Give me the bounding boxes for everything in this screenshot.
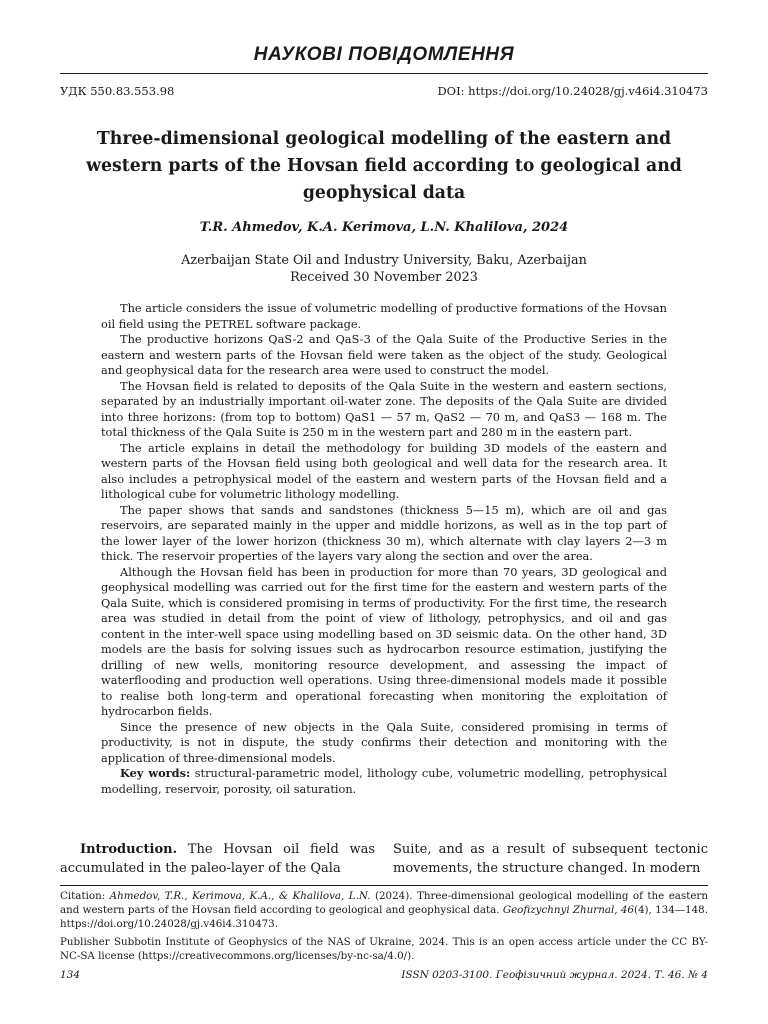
abstract-paragraph: The Hovsan field is related to deposits of the Qala Suite in the western and eastern sections, separated by an industrially important oil-water zone. The deposits of the Qala Suite are divided into three horizons: (from top to bottom) QaS1 — 57 m, QaS2 — 70 m, and QaS3 — 168 m. The total thickness of the Qala Suite is 250 m in the western part and 280 m in the eastern part. [101, 378, 667, 439]
header-rule [60, 73, 708, 74]
journal-issue: ISSN 0203-3100. Геофізичний журнал. 2024. Т. 46. № 4 [401, 969, 708, 981]
doi-link[interactable]: DOI: https://doi.org/10.24028/gj.v46i4.310473 [437, 84, 708, 98]
intro-heading: Introduction. [80, 842, 178, 857]
citation-details: (2024). Three-dimensional geological modelling of the eastern and western parts of the Hovsan field according to geological and geophysical data. [60, 890, 708, 917]
abstract-paragraph: The productive horizons QaS-2 and QaS-3 of the Qala Suite of the Productive Series in the eastern and western parts of the Hovsan field were taken as the object of the study. Geological and geophysical data for the research area were used to construct the model. [101, 332, 667, 377]
affiliation-block [60, 252, 708, 286]
keywords-label: Key words: [120, 766, 191, 780]
page-footer [60, 969, 708, 981]
abstract-paragraph: Since the presence of new objects in the Qala Suite, considered promising in terms of productivity, is not in dispute, the study confirms their detection and monitoring with the application of three-dimensional models. [101, 719, 667, 765]
article-authors: T.R. Ahmedov, K.A. Kerimova, L.N. Khalilova, 2024 [199, 220, 569, 235]
body-column-right [393, 840, 708, 878]
intro-text: The Hovsan oil field was accumulated in the paleo-layer of the Qala [60, 842, 375, 876]
abstract-paragraph: Although the Hovsan field has been in production for more than 70 years, 3D geological and geophysical modelling was carried out for the first time for the eastern and western parts of the Qala Suite, which is considered promising in terms of productivity. For the first time, the research area was studied in detail from the point of view of lithology, petrophysics, and oil and gas content in the inter-well space using modelling based on 3D seismic data. On the other hand, 3D models are the basis for solving issues such as hydrocarbon resource estimation, justifying the drilling of new wells, monitoring resource development, and assessing the impact of waterflooding and production well operations. Using three-dimensional models made it possible to realise both long-term and operational forecasting when monitoring the exploitation of hydrocarbon fields. [101, 564, 667, 718]
keywords [101, 766, 667, 797]
udc-code: УДК 550.83.553.98 [60, 84, 175, 98]
keywords-text: structural-parametric model, lithology cube, volumetric modelling, petrophysical modelling, reservoir, porosity, oil saturation. [101, 766, 668, 796]
intro-paragraph [60, 840, 375, 878]
body-columns [60, 840, 708, 878]
footnotes [60, 889, 708, 966]
publisher-note[interactable]: Publisher Subbotin Institute of Geophysics of the NAS of Ukraine, 2024. This is an open access article under the CC BY-NC-SA license (https://creativecommons.org/licenses/by-nc-sa/4.0/). [60, 935, 708, 962]
abstract [101, 301, 667, 797]
citation-authors: Ahmedov, T.R., Kerimova, K.A., & Khalilova, L.N. [109, 890, 371, 902]
citation-pages[interactable]: (4), 134—148. https://doi.org/10.24028/gj.v46i4.310473. [60, 904, 708, 931]
affiliation: Azerbaijan State Oil and Industry University, Baku, Azerbaijan [181, 253, 587, 268]
abstract-paragraph: The article explains in detail the methodology for building 3D models of the eastern and western parts of the Hovsan field using both geological and well data for the research area. It also includes a petrophysical model of the eastern and western parts of the Hovsan field and a lithological cube for volumetric lithology modelling. [101, 440, 667, 501]
page-number: 134 [60, 969, 81, 981]
abstract-paragraph: The paper shows that sands and sandstones (thickness 5—15 m), which are oil and gas reservoirs, are separated mainly in the upper and middle horizons, as well as in the top part of the lower layer of the lower horizon (thickness 30 m), which alternate with clay layers 2—3 m thick. The reservoir properties of the layers vary along the section and over the area. [101, 502, 667, 563]
body-column-left [60, 840, 375, 878]
right-column-text: Suite, and as a result of subsequent tectonic movements, the structure changed. In modern [393, 842, 708, 876]
abstract-paragraph: The article considers the issue of volumetric modelling of productive formations of the Hovsan oil field using the PETREL software package. [101, 301, 667, 331]
footnote-rule [60, 885, 708, 886]
citation-journal: Geofizychnyi Zhurnal, 46 [502, 904, 634, 917]
section-title: НАУКОВІ ПОВІДОМЛЕННЯ [253, 44, 515, 65]
citation [60, 889, 708, 932]
meta-row [60, 84, 708, 98]
citation-label: Citation: [60, 890, 106, 902]
article-title: Three-dimensional geological modelling of the eastern and western parts of the Hovsan field according to geological and geophysical data [86, 129, 682, 203]
received-date: Received 30 November 2023 [290, 270, 478, 285]
